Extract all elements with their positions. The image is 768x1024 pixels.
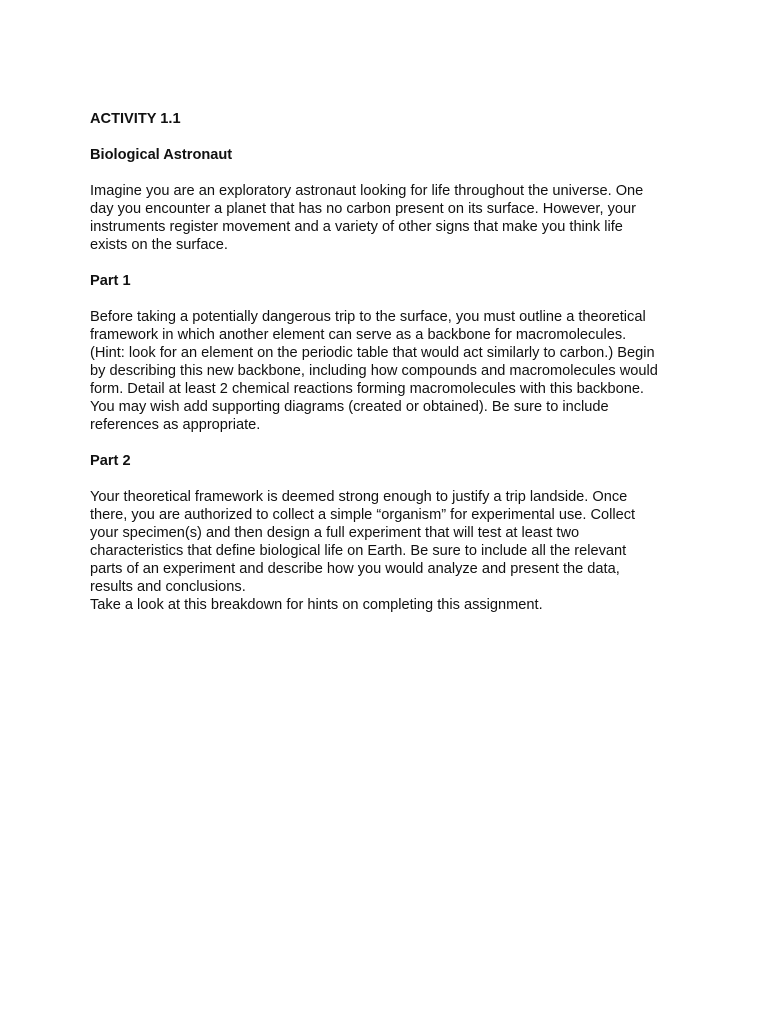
part2-line: characteristics that define biological life on Earth. Be sure to include all the relevant xyxy=(90,543,627,559)
activity-label: ACTIVITY 1.1 xyxy=(90,111,181,127)
part1-line: (Hint: look for an element on the periodic table that would act similarly to carbon.) Begin xyxy=(90,345,655,361)
part1-line: by describing this new backbone, including how compounds and macromolecules would xyxy=(90,363,658,379)
part1-line: Before taking a potentially dangerous trip to the surface, you must outline a theoretical xyxy=(90,309,646,325)
intro-line: instruments register movement and a variety of other signs that make you think life xyxy=(90,219,623,235)
part2-line: results and conclusions. xyxy=(90,579,246,595)
part1-line: form. Detail at least 2 chemical reactions forming macromolecules with this backbone. xyxy=(90,381,644,397)
part1-line: You may wish add supporting diagrams (created or obtained). Be sure to include xyxy=(90,399,609,415)
part2-heading: Part 2 xyxy=(90,453,131,469)
intro-paragraph xyxy=(90,182,690,254)
intro-line: exists on the surface. xyxy=(90,237,228,253)
part1-line: framework in which another element can serve as a backbone for macromolecules. xyxy=(90,327,627,343)
intro-line: day you encounter a planet that has no carbon present on its surface. However, your xyxy=(90,201,636,217)
part2-line: Your theoretical framework is deemed strong enough to justify a trip landside. Once xyxy=(90,489,628,505)
part2-paragraph xyxy=(90,488,690,614)
part2-line: there, you are authorized to collect a simple “organism” for experimental use. Collect xyxy=(90,507,636,523)
part2-line: your specimen(s) and then design a full experiment that will test at least two xyxy=(90,525,580,541)
document-title: Biological Astronaut xyxy=(90,147,233,163)
part2-line: parts of an experiment and describe how you would analyze and present the data, xyxy=(90,561,620,577)
document-page xyxy=(90,110,690,614)
part1-heading: Part 1 xyxy=(90,273,131,289)
intro-line: Imagine you are an exploratory astronaut looking for life throughout the universe. One xyxy=(90,183,644,199)
part1-line: references as appropriate. xyxy=(90,417,261,433)
part1-paragraph xyxy=(90,308,690,434)
part2-closing-line: Take a look at this breakdown for hints on completing this assignment. xyxy=(90,597,543,613)
